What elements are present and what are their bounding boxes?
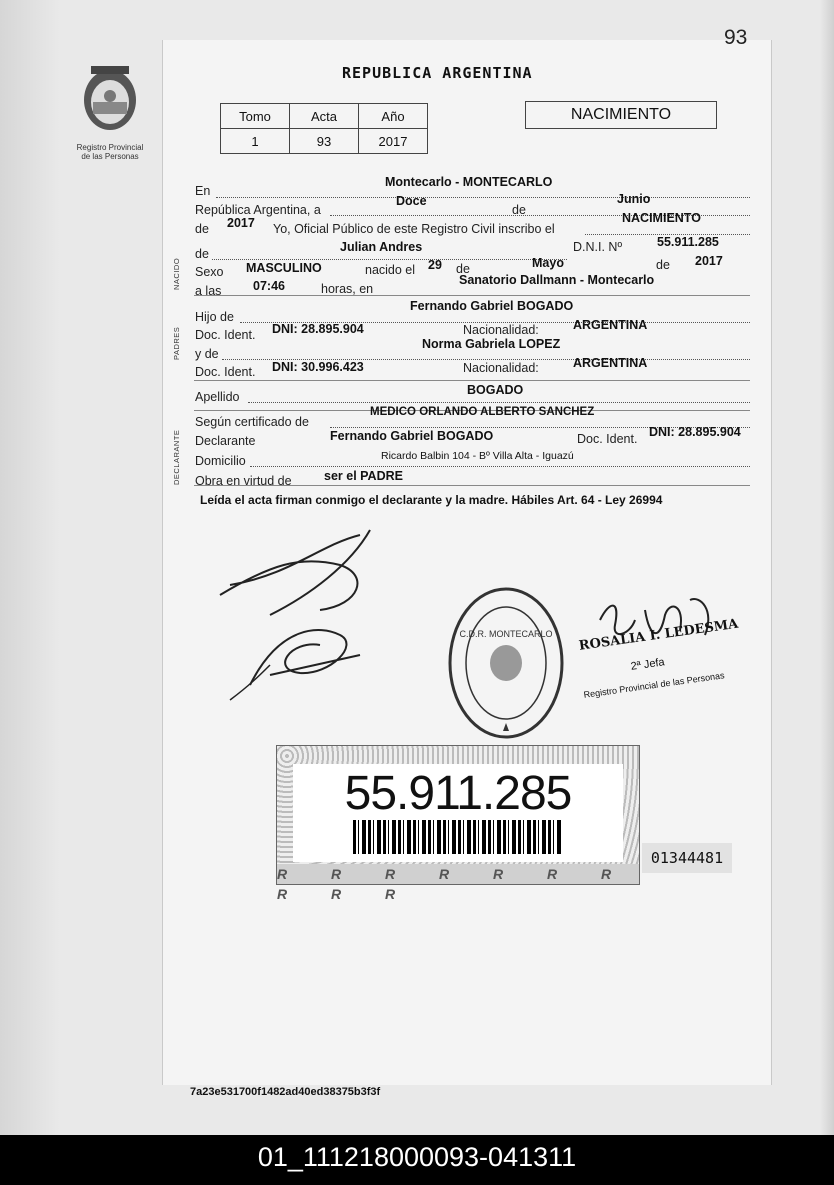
label-domicilio: Domicilio	[195, 454, 246, 468]
official-seal-icon	[446, 585, 566, 740]
control-number: 01344481	[642, 843, 732, 873]
label-nacionalidad: Nacionalidad:	[463, 361, 539, 375]
label-sexo: Sexo	[195, 265, 224, 279]
value-obra: ser el PADRE	[324, 469, 403, 483]
value-ano: 2017	[359, 129, 428, 154]
label-nacido: nacido el	[365, 263, 416, 277]
value-mother-doc: DNI: 30.996.423	[272, 360, 364, 374]
page-number: 93	[724, 26, 748, 49]
register-header-row	[221, 104, 428, 129]
section-label-declarante: DECLARANTE	[172, 429, 181, 485]
record-type-box: NACIMIENTO	[525, 101, 717, 129]
dotted-line	[250, 466, 750, 467]
section-label-nacido: NACIDO	[172, 257, 181, 290]
section-label-padres: PADRES	[172, 326, 181, 360]
closing-statement: Leída el acta firman conmigo el declarante y la madre. Hábiles Art. 64 - Ley 26994	[200, 493, 663, 507]
label-doc-ident: Doc. Ident.	[195, 365, 256, 379]
header-ano: Año	[359, 104, 428, 129]
value-mother-nat: ARGENTINA	[573, 356, 648, 370]
dotted-line	[212, 259, 567, 260]
label-a-las: a las	[195, 284, 222, 298]
value-birth-month: Mayo	[532, 256, 564, 270]
logo-caption: Registro Provincial de las Personas	[76, 143, 144, 161]
value-tomo: 1	[221, 129, 290, 154]
value-birth-day: 29	[428, 258, 442, 272]
label-en: En	[195, 184, 211, 198]
declarant-signature-icon	[210, 525, 430, 705]
page-shadow-left	[0, 0, 60, 1135]
label-hijo: Hijo de	[195, 310, 234, 324]
label-nacionalidad: Nacionalidad:	[463, 323, 539, 337]
label-de: de	[195, 247, 209, 261]
value-time: 07:46	[253, 279, 285, 293]
value-certificate: MEDICO ORLANDO ALBERTO SANCHEZ	[370, 406, 595, 418]
section-divider	[194, 380, 750, 381]
value-name: Julian Andres	[340, 240, 423, 254]
dotted-line	[248, 402, 750, 403]
value-sexo: MASCULINO	[246, 261, 322, 275]
value-place: Montecarlo - MONTECARLO	[385, 175, 553, 189]
value-declarante-doc: DNI: 28.895.904	[649, 425, 741, 439]
value-birth-year: 2017	[695, 254, 723, 268]
label-de: de	[456, 262, 470, 276]
page-shadow-right	[820, 0, 834, 1135]
label-y-de: y de	[195, 347, 219, 361]
seal-text: C.D.R. MONTECARLO	[459, 629, 553, 639]
label-apellido: Apellido	[195, 390, 240, 404]
barcode-bars	[353, 820, 563, 854]
value-month: Junio	[617, 192, 651, 206]
label-obra: Obra en virtud de	[195, 474, 292, 488]
dotted-line	[216, 197, 750, 198]
value-father-nat: ARGENTINA	[573, 318, 648, 332]
label-de: de	[195, 222, 209, 236]
footer-id: 01_111218000093-041311	[0, 1135, 834, 1185]
label-de: de	[656, 258, 670, 272]
label-certificado: Según certificado de	[195, 415, 309, 429]
section-divider	[194, 295, 750, 296]
label-horas: horas, en	[321, 282, 374, 296]
header-acta: Acta	[290, 104, 359, 129]
value-dni: 55.911.285	[657, 235, 719, 249]
label-republic: República Argentina, a	[195, 203, 321, 217]
provincial-coat-of-arms-icon	[79, 62, 141, 134]
label-doc-ident: Doc. Ident.	[195, 328, 256, 342]
barcode-panel	[293, 764, 623, 862]
barcode-number: 55.911.285	[344, 767, 572, 820]
register-table	[220, 103, 428, 154]
barcode-sticker	[276, 745, 640, 902]
register-value-row	[221, 129, 428, 154]
value-declarante: Fernando Gabriel BOGADO	[330, 429, 494, 443]
label-dni: D.N.I. Nº	[573, 240, 623, 254]
value-inscription: NACIMIENTO	[622, 211, 701, 225]
value-father-doc: DNI: 28.895.904	[272, 322, 364, 336]
value-acta: 93	[290, 129, 359, 154]
value-apellido: BOGADO	[467, 383, 524, 397]
label-registrar: Yo, Oficial Público de este Registro Civil inscribo el	[273, 222, 555, 236]
document-hash: 7a23e531700f1482ad40ed38375b3f3f	[190, 1086, 381, 1098]
header-tomo: Tomo	[221, 104, 290, 129]
value-birth-place: Sanatorio Dallmann - Montecarlo	[459, 273, 655, 287]
document-title: REPUBLICA ARGENTINA	[342, 64, 533, 82]
value-day: Doce	[396, 194, 427, 208]
registrar-name: ROSALIA I. LEDESMA	[578, 616, 740, 654]
value-father: Fernando Gabriel BOGADO	[410, 299, 574, 313]
label-declarante: Declarante	[195, 434, 256, 448]
registrar-org: Registro Provincial de las Personas	[583, 670, 726, 700]
registrar-title: 2ª Jefa	[630, 656, 666, 673]
label-doc-ident: Doc. Ident.	[577, 432, 638, 446]
barcode-pattern: R R R R R R R R R R	[277, 864, 639, 884]
value-domicilio: Ricardo Balbin 104 - Bº Villa Alta - Iguazú	[381, 450, 574, 462]
value-mother: Norma Gabriela LOPEZ	[422, 337, 561, 351]
registry-logo	[75, 62, 145, 172]
label-de: de	[512, 203, 526, 217]
value-year: 2017	[227, 216, 255, 230]
